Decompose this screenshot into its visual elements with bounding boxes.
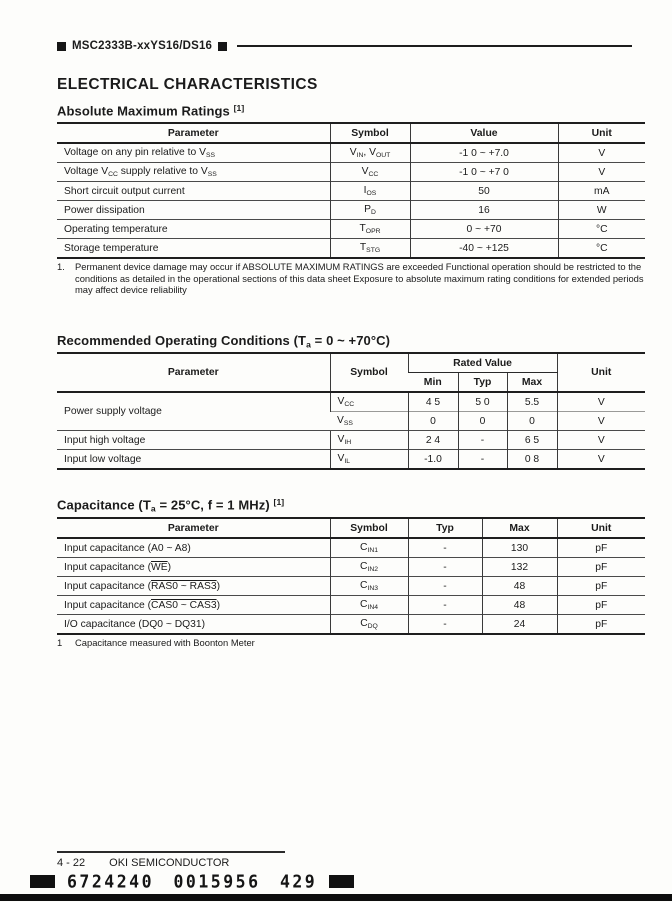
table-cell: -1.0 [408, 450, 458, 470]
footnote-text: Permanent device damage may occur if ABSOLUTE MAXIMUM RATINGS are exceeded Functional operation should be restricted to the conditions as detailed in the operational sections of this data sheet Exposure to absolute maximum rating conditions for extended periods may affect device reliability [75, 261, 644, 296]
column-header-typ: Typ [408, 518, 482, 538]
footer [57, 857, 229, 869]
footer-rule [57, 851, 285, 853]
footnote-capacitance [57, 637, 649, 649]
table-cell: CDQ [330, 615, 408, 635]
company-name: OKI SEMICONDUCTOR [109, 857, 230, 869]
absolute-maximum-ratings-table [57, 122, 645, 259]
section-title-recommended-operating-conditions: Recommended Operating Conditions (Ta = 0 ~ +70°C) [57, 333, 391, 350]
table-cell: TSTG [330, 239, 410, 259]
table-cell: - [458, 431, 507, 450]
table-cell: Power dissipation [57, 201, 330, 220]
table-cell: 5.5 [507, 392, 557, 412]
table-cell: 24 [482, 615, 557, 635]
table-cell: - [408, 596, 482, 615]
column-header-symbol: Symbol [330, 123, 410, 143]
table-cell: 0 [458, 412, 507, 431]
recommended-operating-conditions-table [57, 352, 645, 470]
table-cell: V [557, 450, 645, 470]
table-cell: Input capacitance (CAS0 ~ CAS3) [57, 596, 330, 615]
table-cell: pF [557, 538, 645, 558]
table-cell: Input capacitance (A0 ~ A8) [64, 542, 191, 554]
table-cell: - [408, 577, 482, 596]
table-cell: VIN, VOUT [330, 143, 410, 163]
header-square-icon [57, 42, 66, 51]
page-number: 4 - 22 [57, 857, 86, 869]
footnote-text: Capacitance measured with Boonton Meter [75, 637, 255, 648]
table-cell: VCC [330, 163, 410, 182]
table-cell: - [408, 538, 482, 558]
page-title: ELECTRICAL CHARACTERISTICS [57, 76, 318, 93]
table-cell: pF [557, 558, 645, 577]
table-cell: 0 [507, 412, 557, 431]
table-row [57, 450, 645, 470]
table-cell: °C [558, 239, 645, 259]
table-cell: 132 [482, 558, 557, 577]
column-header-max: Max [482, 518, 557, 538]
table-cell: 48 [482, 596, 557, 615]
table-cell: V [557, 431, 645, 450]
table-cell: - [408, 558, 482, 577]
table-cell: VIH [330, 431, 408, 450]
table-header-row [57, 123, 645, 143]
footnote-marker: 1. [57, 261, 65, 272]
section-title-capacitance: Capacitance (Ta = 25°C, f = 1 MHz) [1] [57, 497, 285, 514]
table-cell: CIN2 [330, 558, 408, 577]
table-header-row [57, 353, 645, 373]
table-cell: VCC [330, 392, 408, 412]
column-header-parameter: Parameter [57, 518, 330, 538]
table-cell: 6 5 [507, 431, 557, 450]
capacitance-table [57, 517, 645, 635]
table-cell: Power supply voltage [64, 406, 162, 417]
table-cell: 50 [410, 182, 558, 201]
section-title-absolute-maximum-ratings: Absolute Maximum Ratings [1] [57, 103, 245, 119]
table-row [57, 143, 645, 163]
table-row [57, 201, 645, 220]
table-row [57, 220, 645, 239]
column-header-unit: Unit [558, 123, 645, 143]
table-cell: 0 ~ +70 [410, 220, 558, 239]
column-header-parameter: Parameter [57, 123, 330, 143]
table-cell: 0 [408, 412, 458, 431]
table-cell: 48 [482, 577, 557, 596]
barcode-digits: 6724240 0015956 429 [67, 871, 318, 892]
table-cell: I/O capacitance (DQ0 ~ DQ31) [57, 615, 330, 635]
table-cell: Input low voltage [57, 450, 330, 470]
table-cell: Voltage on any pin relative to VSS [64, 147, 216, 159]
table-cell: Input high voltage [57, 431, 330, 450]
table-row [57, 538, 645, 558]
table-cell: V [558, 143, 645, 163]
table-row [57, 558, 645, 577]
column-header-max: Max [507, 373, 557, 393]
column-header-unit: Unit [557, 353, 645, 392]
table-cell: mA [558, 182, 645, 201]
table-cell: Input capacitance $(\overline{WE})$ [57, 558, 330, 577]
table-row [57, 239, 645, 259]
document-header [57, 40, 632, 52]
table-cell: Input capacitance (RAS0 ~ RAS3) [57, 577, 330, 596]
table-cell: °C [558, 220, 645, 239]
table-cell: VSS [330, 412, 408, 431]
table-header-row [57, 518, 645, 538]
doc-title: MSC2333B-xxYS16/DS16 [72, 40, 213, 52]
table-row [57, 392, 645, 412]
table-cell: -1 0 ~ +7 0 [410, 163, 558, 182]
column-header-unit: Unit [557, 518, 645, 538]
table-cell: 0 8 [507, 450, 557, 470]
table-row [57, 431, 645, 450]
footnote-absolute-maximum [57, 261, 649, 296]
table-cell: Short circuit output current [57, 182, 330, 201]
column-header-parameter: Parameter [57, 353, 330, 392]
table-row [57, 163, 645, 182]
barcode-line [30, 872, 354, 891]
table-cell: V [557, 412, 645, 431]
barcode-square-icon [30, 875, 55, 888]
table-cell: Storage temperature [57, 239, 330, 259]
column-header-symbol: Symbol [330, 518, 408, 538]
table-cell: -1 0 ~ +7.0 [410, 143, 558, 163]
table-cell: Operating temperature [57, 220, 330, 239]
table-cell: 2 4 [408, 431, 458, 450]
column-header-typ: Typ [458, 373, 507, 393]
table-cell: TOPR [330, 220, 410, 239]
table-cell: Voltage VCC supply relative to VSS [57, 163, 330, 182]
table-row [57, 615, 645, 635]
column-header-value: Value [410, 123, 558, 143]
table-cell: 5 0 [458, 392, 507, 412]
header-rule [237, 45, 632, 47]
table-cell: - [458, 450, 507, 470]
table-cell: pF [557, 596, 645, 615]
table-cell: VIL [330, 450, 408, 470]
table-row [57, 577, 645, 596]
column-header-rated-value: Rated Value [408, 353, 557, 373]
table-cell: pF [557, 615, 645, 635]
table-cell: W [558, 201, 645, 220]
table-cell: CIN3 [330, 577, 408, 596]
table-cell: -40 ~ +125 [410, 239, 558, 259]
table-cell: V [557, 392, 645, 412]
column-header-symbol: Symbol [330, 353, 408, 392]
table-row [57, 596, 645, 615]
table-cell: IOS [330, 182, 410, 201]
table-cell: PD [330, 201, 410, 220]
table-cell: V [558, 163, 645, 182]
table-cell: CIN1 [330, 538, 408, 558]
barcode-square-icon [329, 875, 354, 888]
table-cell: - [408, 615, 482, 635]
header-square-icon [218, 42, 227, 51]
column-header-min: Min [408, 373, 458, 393]
table-cell: 130 [482, 538, 557, 558]
page-bottom-rule [0, 894, 672, 901]
table-cell: pF [557, 577, 645, 596]
table-cell: 16 [410, 201, 558, 220]
table-cell: CIN4 [330, 596, 408, 615]
footnote-marker: 1 [57, 637, 63, 648]
table-cell: 4 5 [408, 392, 458, 412]
table-row [57, 182, 645, 201]
